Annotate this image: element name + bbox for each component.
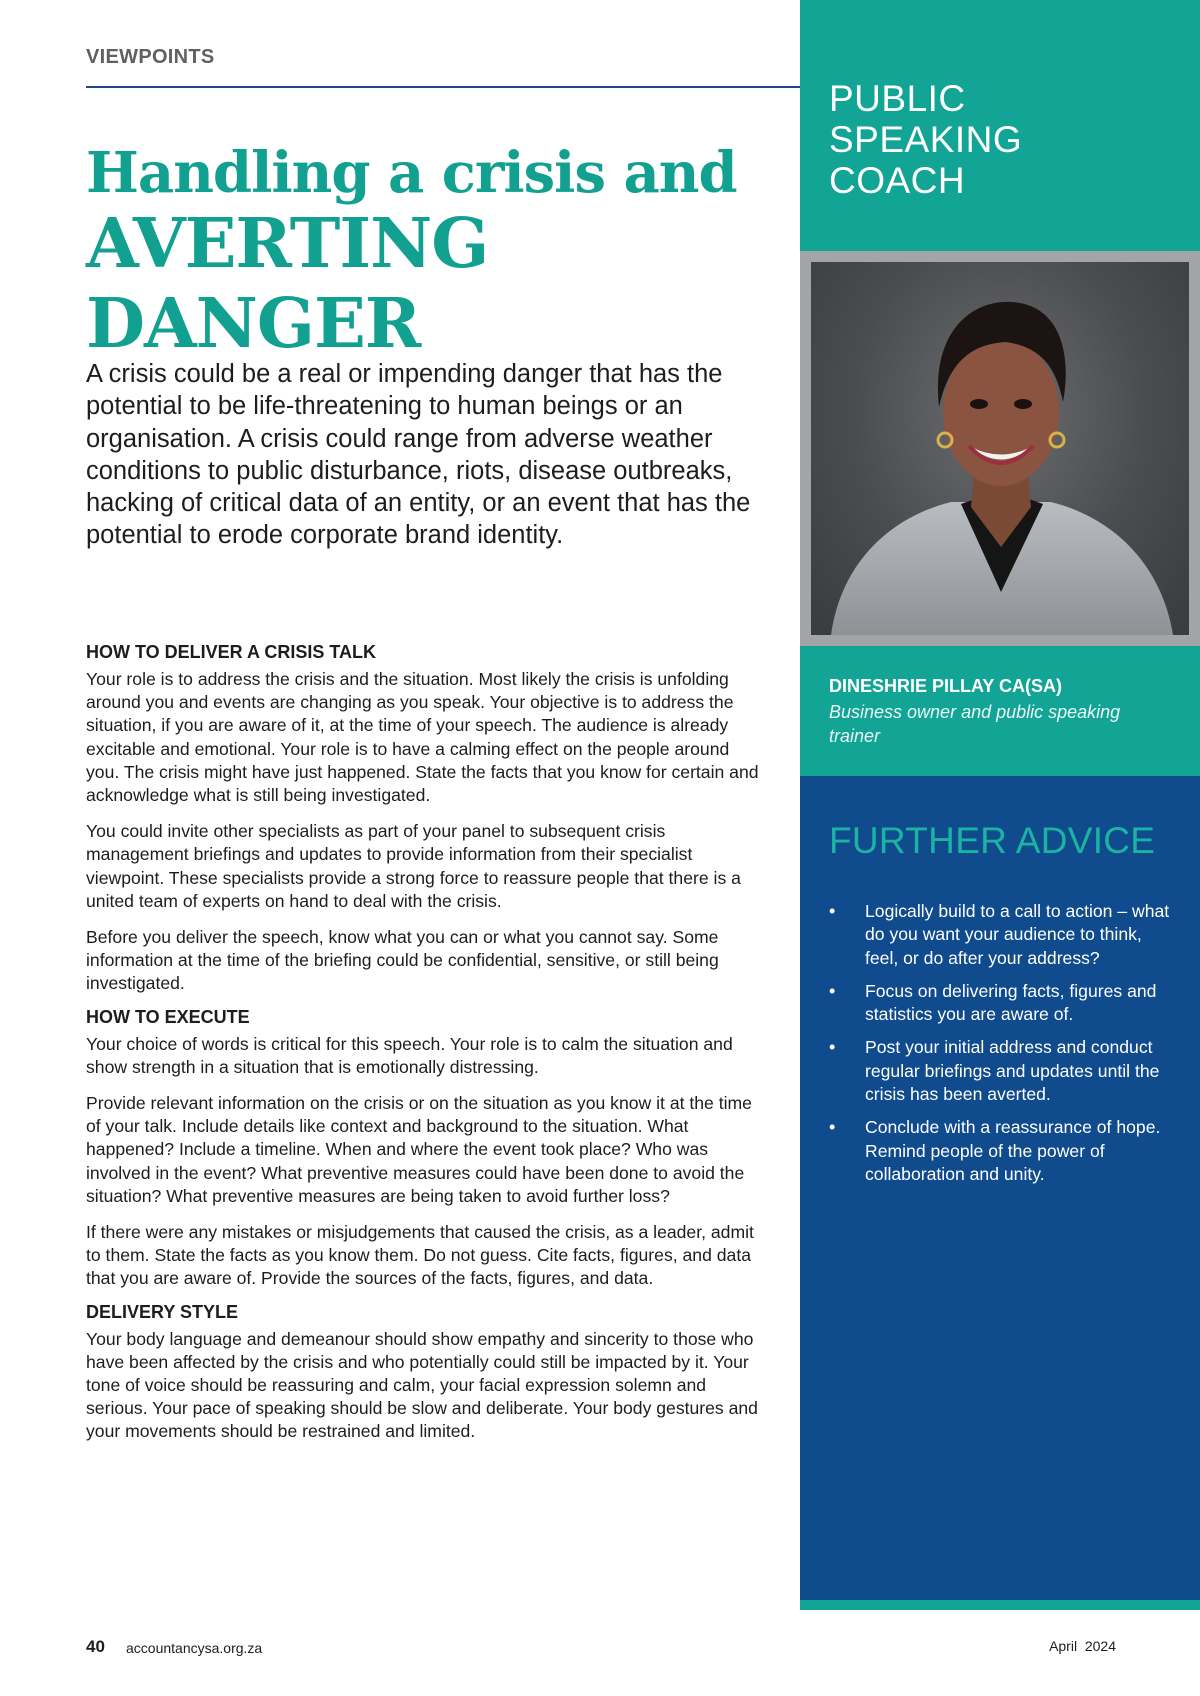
advice-item [829,1116,1174,1186]
paragraph: Your body language and demeanour should show empathy and sincerity to those who have been affected by the crisis and who potentially could still be impacted by it. Your tone of voice should be reassuring and calm, your facial expression solemn and serious. Your pace of speaking should be slow and deliberate. Your body gestures and your movements should be restrained and limited. [86,1328,758,1442]
paragraph: Before you deliver the speech, know what you can or what you cannot say. Some information at the time of the briefing could be confidential, sensitive, or still being investigated. [86,927,719,994]
headline-line-1: Handling a crisis and [86,140,737,206]
sidebar-title-line: PUBLIC [829,78,966,119]
header-rule [86,86,801,88]
headline-line-2: AVERTING DANGER [86,204,489,364]
further-advice-list [829,900,1174,1196]
author-name: DINESHRIE PILLAY CA(SA) [829,676,1063,696]
paragraph: You could invite other specialists as part of your panel to subsequent crisis management briefings and updates to provide information from their specialist viewpoint. These specialists provide a strong force to reassure people that there is a united team of experts on hand to deal with the crisis. [86,821,741,911]
advice-item [829,980,1174,1027]
advice-item [829,1036,1174,1106]
advice-item-text: Post your initial address and conduct regular briefings and updates until the crisis has been averted. [865,1037,1160,1105]
section-heading-delivery-style: DELIVERY STYLE [86,1301,239,1322]
article-standfirst: A crisis could be a real or impending danger that has the potential to be life-threatening to human beings or an organisation. A crisis could range from adverse weather conditions to public disturbance, riots, disease outbreaks, hacking of critical data of an entity, or an event that has the potential to erode corporate brand identity. [86,360,751,550]
author-portrait [811,262,1189,635]
further-advice-title: FURTHER ADVICE [829,820,1156,861]
footer-website: accountancysa.org.za [126,1640,263,1656]
page-number: 40 [86,1637,105,1656]
paragraph: Provide relevant information on the crisis or on the situation as you know it at the time of your talk. Include details like context and background to the situation. What happened? Include a timeline. When and where the event took place? Who was involved in the event? What preventive measures could have been done to avoid the situation? What preventive measures are being taken to avoid further loss? [86,1093,752,1206]
section-heading-execute: HOW TO EXECUTE [86,1006,250,1027]
panel-bottom-rule [800,1600,1200,1610]
section-tag: VIEWPOINTS [86,46,215,68]
advice-item [829,900,1174,970]
paragraph: Your choice of words is critical for this speech. Your role is to calm the situation and show strength in a situation that is emotionally distressing. [86,1033,733,1077]
bullet-icon: • [829,1037,836,1058]
author-role: Business owner and public speaking trainer [829,702,1121,746]
bullet-icon: • [829,901,836,921]
paragraph: Your role is to address the crisis and the situation. Most likely the crisis is unfolding around you and events are changing as you speak. Your objective is to address the situation, if you are aware of it, at the time of your speech. The audience is already excitable and emotional. Your role is to have a calming effect on the people around you. The crisis might have just happened. State the facts that you know for certain and acknowledge what is still being investigated. [86,669,759,806]
sidebar-title-line: COACH [829,160,966,201]
article-body [86,640,762,1457]
bullet-icon: • [829,980,836,1001]
advice-item-text: Focus on delivering facts, figures and statistics you are aware of. [865,980,1157,1025]
bullet-icon: • [829,1117,836,1138]
advice-item-text: Logically build to a call to action – what do you want your audience to think, feel, or do after your address? [865,901,1170,968]
portrait-illustration [811,262,1189,635]
advice-item-text: Conclude with a reassurance of hope. Remind people of the power of collaboration and unity. [865,1117,1161,1184]
sidebar-title [829,78,1169,201]
sidebar-title-line: SPEAKING [829,119,1023,160]
paragraph: If there were any mistakes or misjudgements that caused the crisis, as a leader, admit to them. State the facts as you know them. Do not guess. Cite facts, figures, and data that you are aware of. Provide the sources of the facts, figures, and data. [86,1222,754,1289]
footer-date: April 2024 [1049,1638,1116,1654]
section-heading-deliver: HOW TO DELIVER A CRISIS TALK [86,642,377,662]
article-headline [86,140,786,364]
